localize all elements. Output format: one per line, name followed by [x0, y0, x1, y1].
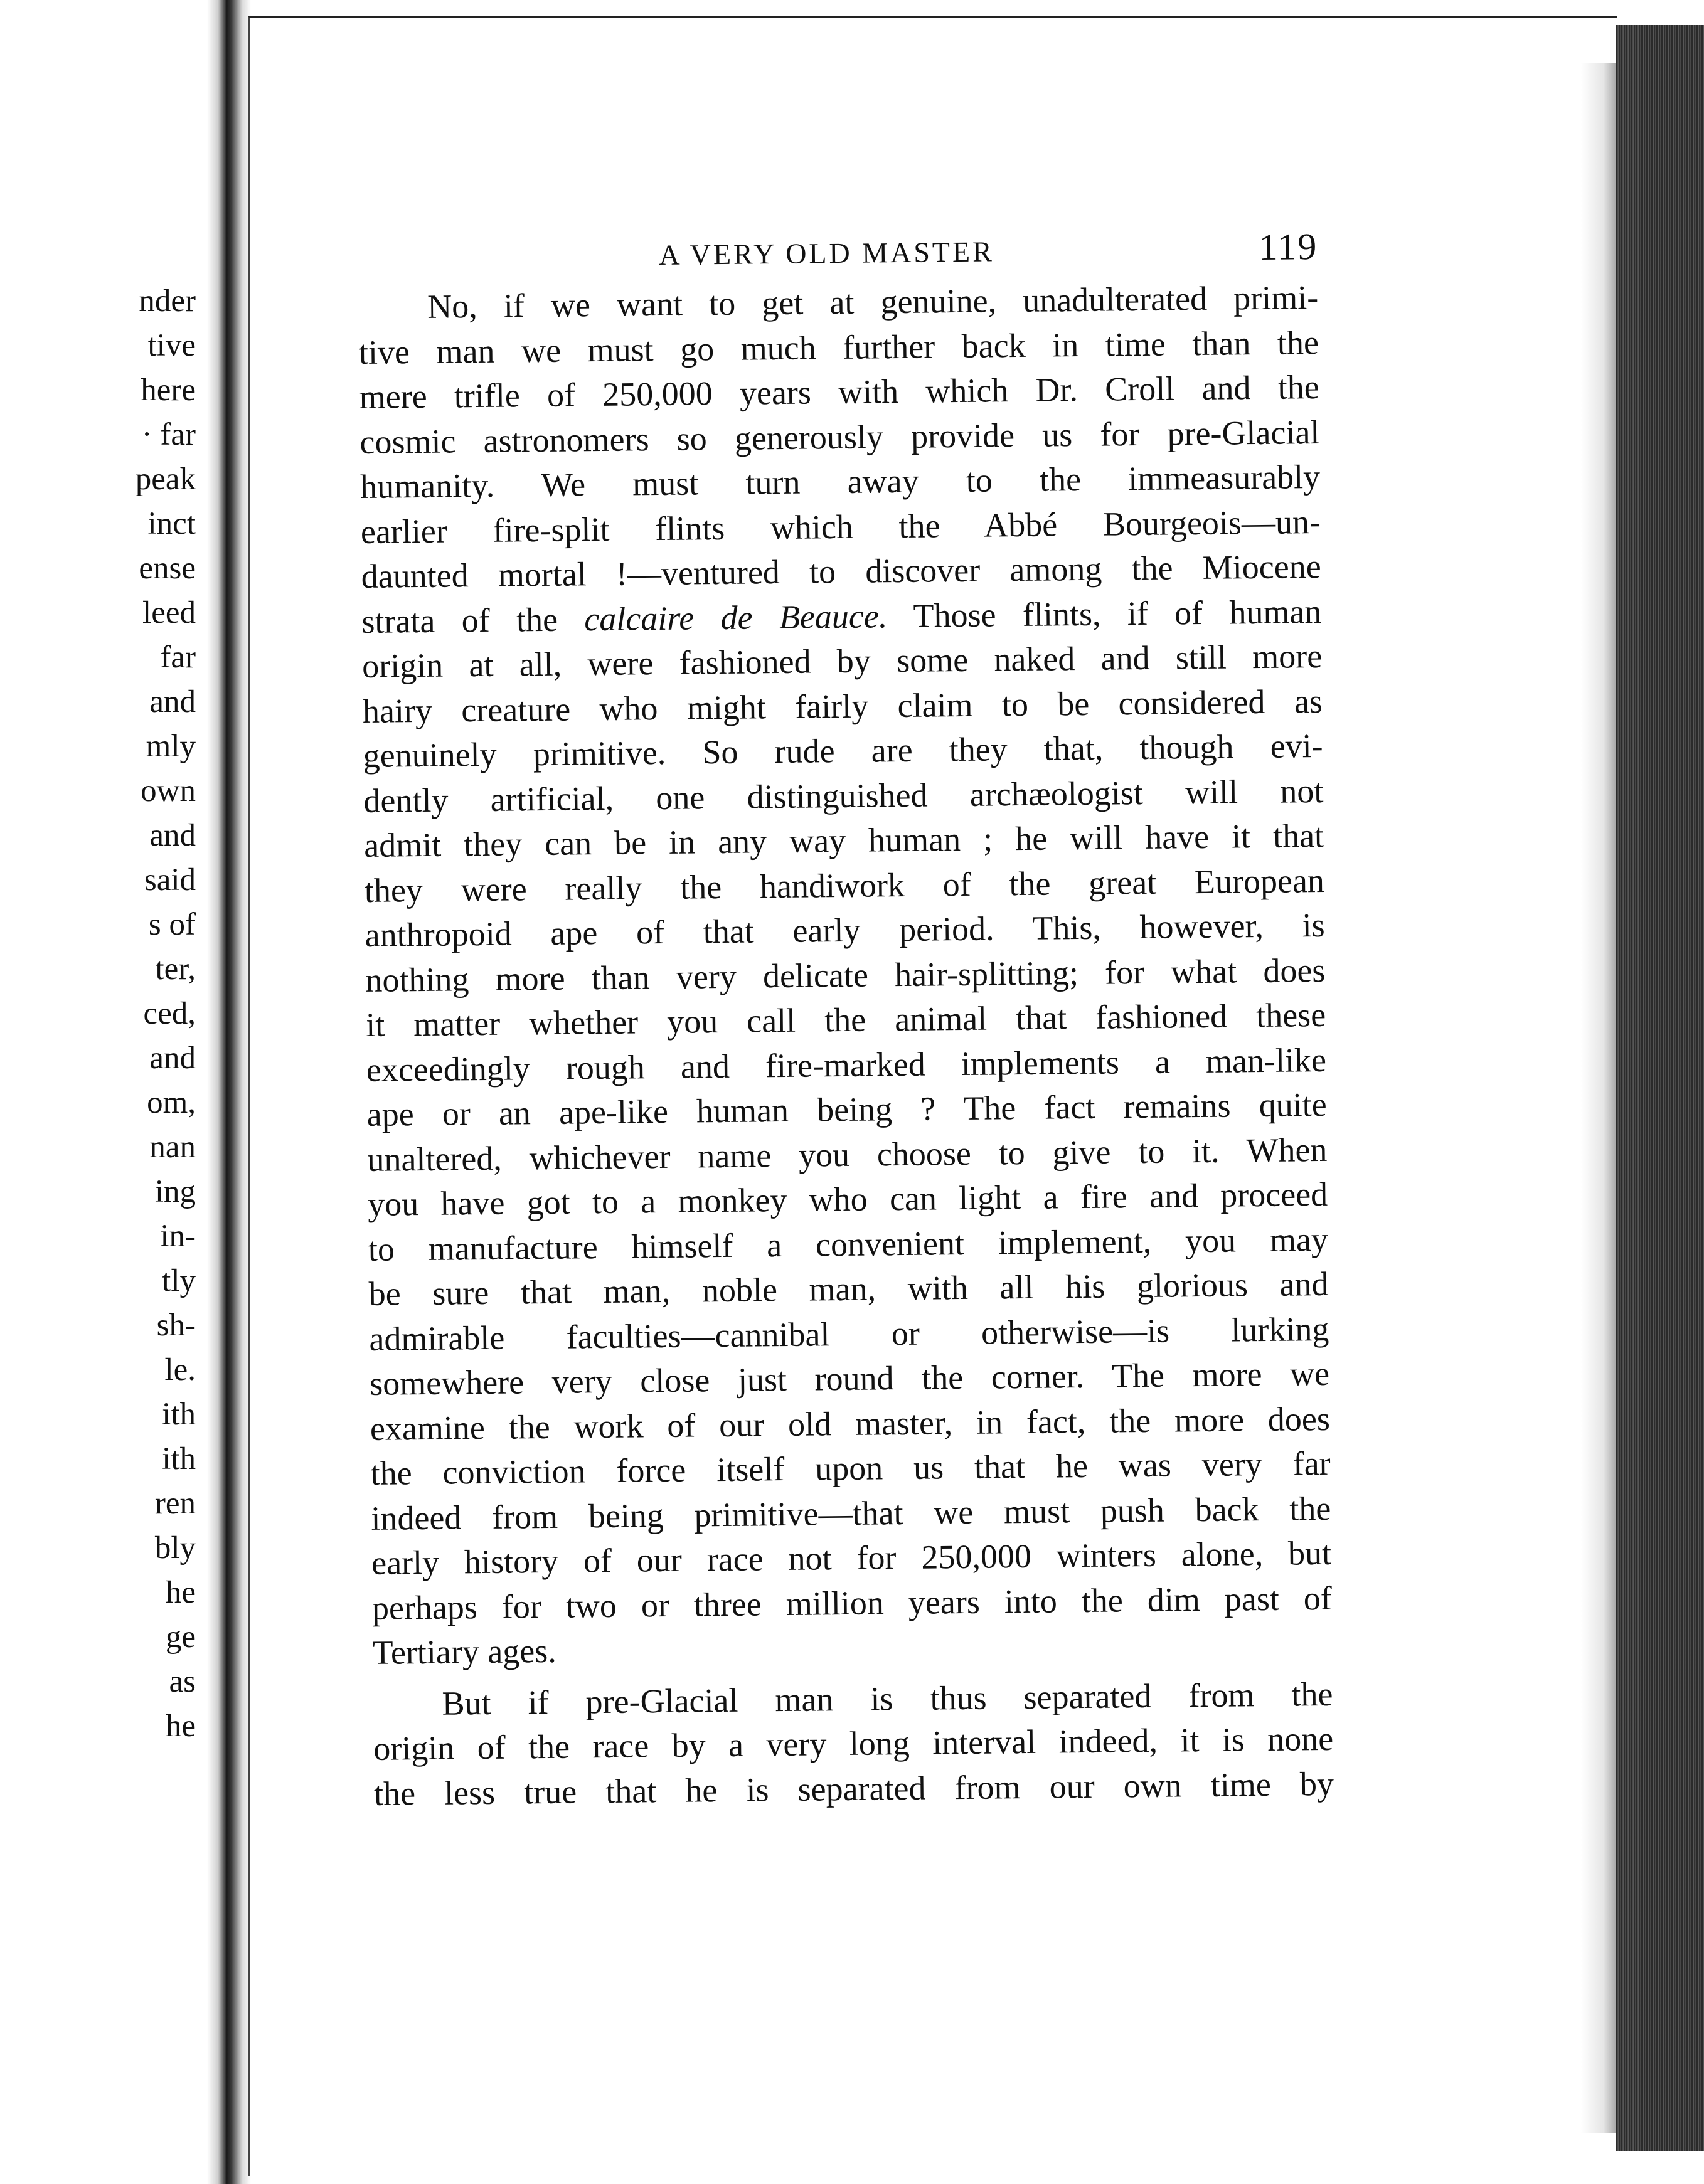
text-line: tive man we must go much further back in time than the — [358, 323, 1319, 371]
text-line: mere trifle of 250,000 years with which Dr. Croll and the — [359, 368, 1319, 416]
fragment-line: mly — [146, 729, 196, 764]
paragraph-2 — [373, 1672, 1334, 1816]
text-line: dently artificial, one distinguished archæologist will not — [363, 771, 1324, 820]
fragment-line: here — [141, 373, 196, 408]
text-line: admit they can be in any way human ; he will have it that — [363, 816, 1324, 864]
text-line: exceedingly rough and fire-marked implements a man-like — [366, 1041, 1327, 1089]
text-line: somewhere very close just round the corner. The more we — [369, 1354, 1330, 1402]
fragment-line: nder — [139, 284, 196, 319]
text-line: admirable faculties—cannibal or otherwise—is lurking — [369, 1310, 1329, 1358]
text-line: humanity. We must turn away to the immeasurably — [359, 457, 1321, 506]
text-line: ape or an ape-like human being ? The fact remains quite — [366, 1085, 1327, 1133]
fragment-line: ren — [154, 1486, 196, 1521]
fragment-line: and — [149, 1041, 196, 1076]
fragment-line: ter, — [155, 952, 196, 987]
fragment-line: bly — [154, 1530, 196, 1566]
text-line: indeed from being primitive—that we must push back the — [371, 1489, 1331, 1537]
fragment-line: s of — [148, 907, 196, 942]
text-line: cosmic astronomers so generously provide us for pre-Glacial — [359, 413, 1320, 461]
fragment-line: and — [149, 818, 196, 853]
fragment-line: ge — [165, 1619, 196, 1655]
fragment-line: ense — [139, 551, 196, 586]
paragraph-1 — [358, 275, 1333, 1675]
text-line: origin at all, were fashioned by some naked and still more — [361, 637, 1323, 685]
fragment-line: ing — [154, 1174, 196, 1209]
fragment-line: peak — [135, 462, 196, 497]
text-run: Those flints, if of human — [887, 592, 1322, 635]
running-header — [358, 225, 1318, 285]
text-line: nothing more than very delicate hair-splitting; for what does — [365, 951, 1326, 999]
fragment-line: inct — [147, 506, 196, 541]
previous-page-text-fragments — [136, 279, 196, 1749]
fragment-line: tly — [162, 1263, 196, 1298]
page-number: 119 — [1259, 225, 1318, 268]
fragment-line: ith — [162, 1397, 196, 1432]
text-line: the conviction force itself upon us that he was very far — [370, 1444, 1331, 1492]
page-content — [358, 225, 1334, 1816]
text-line: examine the work of our old master, in fact, the more does — [370, 1399, 1331, 1448]
text-line: it matter whether you call the animal that fashioned these — [365, 995, 1326, 1044]
fragment-line: own — [141, 773, 196, 808]
text-line: genuinely primitive. So rude are they that, though evi- — [363, 726, 1323, 775]
text-line: But if pre-Glacial man is thus separated from the — [442, 1675, 1333, 1722]
fragment-line: said — [144, 862, 196, 898]
text-line: be sure that man, noble man, with all his glorious and — [368, 1264, 1329, 1313]
text-line: unaltered, whichever name you choose to give to it. When — [367, 1130, 1328, 1179]
fragment-line: and — [149, 684, 196, 719]
text-run: strata of the — [361, 600, 585, 640]
page-edge-shadow — [1581, 63, 1619, 2133]
book-fore-edge — [1616, 25, 1704, 2151]
previous-page-edge — [0, 0, 226, 2184]
text-line: No, if we want to get at genuine, unadulterated primi- — [427, 278, 1319, 326]
fragment-line: leed — [142, 595, 196, 630]
fragment-line: in- — [160, 1219, 196, 1254]
text-line: perhaps for two or three million years into the dim past of — [371, 1579, 1333, 1627]
fragment-line: le. — [164, 1352, 196, 1387]
text-line: earlier fire-split flints which the Abbé Bourgeois—un- — [360, 502, 1321, 551]
book-gutter — [207, 0, 251, 2184]
running-title: A VERY OLD MASTER — [659, 235, 995, 271]
text-line: you have got to a monkey who can light a fire and proceed — [367, 1175, 1328, 1223]
fragment-line: far — [160, 640, 196, 675]
text-line: the less true that he is separated from our own time by — [373, 1764, 1334, 1813]
text-line: origin of the race by a very long interval indeed, it is none — [373, 1719, 1334, 1768]
fragment-line: sh- — [156, 1308, 196, 1343]
fragment-line: nan — [149, 1130, 196, 1165]
fragment-line: om, — [147, 1085, 196, 1120]
fragment-line: · far — [141, 417, 196, 452]
text-line: Tertiary ages. — [372, 1631, 557, 1672]
fragment-line: he — [165, 1575, 196, 1610]
text-line: daunted mortal !—ventured to discover among the Miocene — [361, 547, 1321, 595]
text-line: to manufacture himself a convenient implement, you may — [368, 1220, 1329, 1268]
text-line: hairy creature who might fairly claim to be considered as — [362, 682, 1323, 730]
italic-phrase: calcaire de Beauce. — [584, 596, 888, 638]
fragment-line: ith — [162, 1441, 196, 1476]
fragment-line: tive — [147, 328, 196, 363]
text-line: they were really the handiwork of the great European — [364, 861, 1325, 909]
text-line: anthropoid ape of that early period. This, however, is — [365, 906, 1325, 954]
fragment-line: as — [169, 1664, 196, 1699]
fragment-line: ced, — [143, 996, 196, 1031]
text-line: early history of our race not for 250,000 winters alone, but — [371, 1534, 1332, 1582]
fragment-line: he — [165, 1709, 196, 1744]
